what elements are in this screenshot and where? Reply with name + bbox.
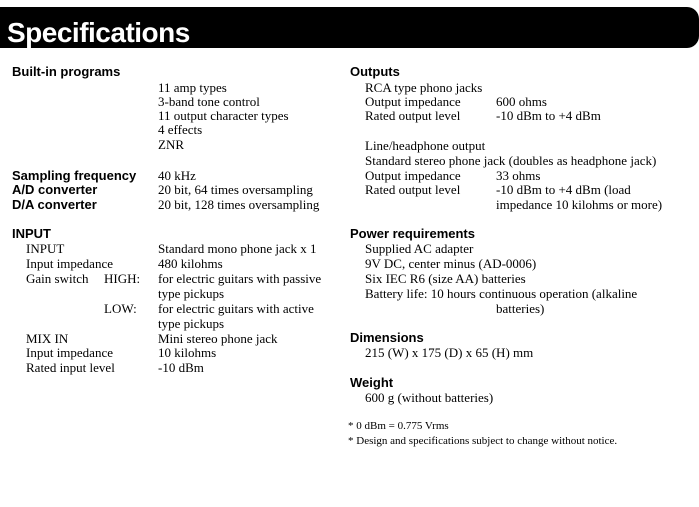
builtin-programs-heading: Built-in programs [12, 64, 121, 79]
builtin-item: 3-band tone control [158, 94, 260, 109]
line-rated-value-cont: impedance 10 kilohms or more) [496, 197, 663, 212]
rated-output-label: Rated output level [365, 108, 461, 123]
output-impedance-value: 600 ohms [496, 94, 547, 109]
da-converter-value: 20 bit, 128 times oversampling [158, 197, 320, 212]
input-label: INPUT [26, 241, 65, 256]
gain-high-value-cont: type pickups [158, 286, 225, 301]
gain-high-label: HIGH: [104, 271, 141, 286]
line-rated-label: Rated output level [365, 182, 461, 197]
power-line: Supplied AC adapter [365, 241, 474, 256]
weight-heading: Weight [350, 375, 394, 390]
input-value: Standard mono phone jack x 1 [158, 241, 317, 256]
sampling-frequency-label: Sampling frequency [12, 168, 137, 183]
power-heading: Power requirements [350, 226, 475, 241]
line-rated-value: -10 dBm to +4 dBm (load [496, 182, 631, 197]
gain-low-label: LOW: [104, 301, 137, 316]
sampling-frequency-value: 40 kHz [158, 168, 196, 183]
power-line: batteries) [496, 301, 545, 316]
output-impedance-label: Output impedance [365, 94, 461, 109]
page-title: Specifications [7, 17, 190, 48]
footnote: * Design and specifications subject to change without notice. [348, 435, 618, 447]
input-heading: INPUT [12, 226, 51, 241]
title-bar [0, 7, 699, 48]
rated-input-label: Rated input level [26, 360, 115, 375]
outputs-rca: RCA type phono jacks [365, 80, 483, 95]
mix-impedance-label: Input impedance [26, 345, 113, 360]
dimensions-heading: Dimensions [350, 330, 424, 345]
footnote: * 0 dBm = 0.775 Vrms [348, 420, 449, 432]
weight-value: 600 g (without batteries) [365, 390, 494, 405]
outputs-heading: Outputs [350, 64, 400, 79]
line-headphone-desc: Standard stereo phone jack (doubles as headphone jack) [365, 153, 657, 168]
gain-high-value: for electric guitars with passive [158, 271, 322, 286]
gain-low-value-cont: type pickups [158, 316, 225, 331]
line-headphone-title: Line/headphone output [365, 138, 486, 153]
power-line: Six IEC R6 (size AA) batteries [365, 271, 526, 286]
line-impedance-label: Output impedance [365, 168, 461, 183]
dimensions-value: 215 (W) x 175 (D) x 65 (H) mm [365, 345, 534, 360]
mix-in-value: Mini stereo phone jack [158, 331, 278, 346]
rated-input-value: -10 dBm [158, 360, 204, 375]
builtin-item: 4 effects [158, 122, 203, 137]
gain-low-value: for electric guitars with active [158, 301, 314, 316]
mix-in-label: MIX IN [26, 331, 69, 346]
input-impedance-label: Input impedance [26, 256, 113, 271]
power-line: Battery life: 10 hours continuous operation (alkaline [365, 286, 638, 301]
builtin-item: 11 output character types [158, 108, 289, 123]
input-impedance-value: 480 kilohms [158, 256, 223, 271]
builtin-item: 11 amp types [158, 80, 227, 95]
da-converter-label: D/A converter [12, 197, 97, 212]
power-line: 9V DC, center minus (AD-0006) [365, 256, 537, 271]
ad-converter-value: 20 bit, 64 times oversampling [158, 182, 313, 197]
mix-impedance-value: 10 kilohms [158, 345, 217, 360]
builtin-item: ZNR [158, 137, 184, 152]
rated-output-value: -10 dBm to +4 dBm [496, 108, 601, 123]
gain-switch-label: Gain switch [26, 271, 89, 286]
line-impedance-value: 33 ohms [496, 168, 541, 183]
ad-converter-label: A/D converter [12, 182, 98, 197]
